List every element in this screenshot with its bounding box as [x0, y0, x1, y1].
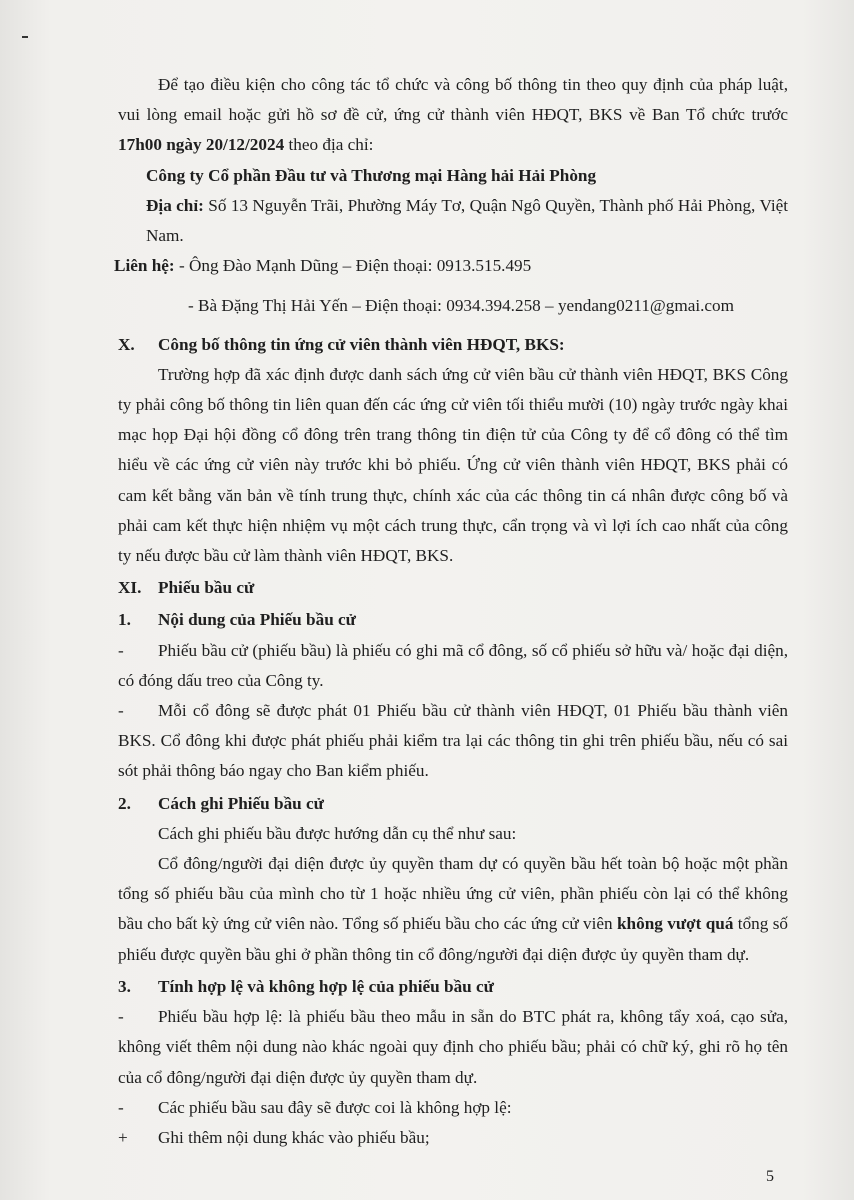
list-item-text: Phiếu bầu hợp lệ: là phiếu bầu theo mẫu in sẵn do BTC phát ra, không tẩy xoá, cạo sửa, không viết thêm nội dung nào khác ngoài quy định cho phiếu bầu; phải có chữ ký, ghi rõ họ tên của cổ đông/người đại diện được ủy quyền tham dự. — [118, 1007, 788, 1087]
contact-label: Liên hệ: — [114, 256, 175, 276]
bullet-marker: - — [118, 640, 124, 660]
subsection-1-heading — [118, 605, 788, 635]
subsection-2-intro: Cách ghi phiếu bầu được hướng dẫn cụ thể như sau: — [158, 823, 517, 843]
subsection-1-number: 1. — [118, 610, 131, 630]
subsection-3-title: Tính hợp lệ và không hợp lệ của phiếu bầu cử — [158, 976, 494, 996]
address-value: Số 13 Nguyễn Trãi, Phường Máy Tơ, Quận Ngô Quyền, Thành phố Hải Phòng, Việt Nam. — [146, 195, 789, 246]
subsection-2-title: Cách ghi Phiếu bầu cử — [158, 793, 324, 813]
section-x-body: Trường hợp đã xác định được danh sách ứng cử viên bầu cử thành viên HĐQT, BKS Công ty phải công bố thông tin liên quan đến các ứng cử viên tối thiểu mười (10) ngày trước ngày khai mạc họp Đại hội đồng cổ đông trên trang thông tin điện tử của Công ty để cổ đông có thể tìm hiểu về các ứng cử viên này trước khi bỏ phiếu. Ứng cử viên thành viên HĐQT, BKS phải có cam kết bằng văn bản về tính trung thực, chính xác của các thông tin cá nhân được công bố và phải cam kết thực hiện nhiệm vụ một cách trung thực, cẩn trọng và vì lợi ích cao nhất của công ty nếu được bầu cử làm thành viên HĐQT, BKS. — [118, 364, 788, 566]
intro-text-b: theo địa chỉ: — [284, 135, 374, 155]
list-item — [118, 636, 788, 696]
subsection-2-text-a: Cổ đông/người đại diện được ủy quyền tham dự có quyền bầu hết toàn bộ hoặc một phần tổng số phiếu bầu của mình cho từ 1 hoặc nhiều ứng cử viên, phần phiếu còn lại có thể không bầu cho bất kỳ ứng cử viên nào. Tổng số phiếu bầu cho các ứng cử viên — [118, 854, 788, 934]
subsection-3-number: 3. — [118, 976, 131, 996]
list-item — [118, 1002, 788, 1093]
contact-line-2: - Bà Đặng Thị Hải Yến – Điện thoại: 0934.394.258 – yendang0211@gmai.com — [188, 296, 734, 316]
intro-text-a: Để tạo điều kiện cho công tác tổ chức và công bố thông tin theo quy định của pháp luật, vui lòng email hoặc gửi hồ sơ đề cử, ứng cử thành viên HĐQT, BKS về Ban Tổ chức trước — [118, 75, 788, 125]
section-x-heading — [118, 330, 788, 360]
scan-mark — [22, 36, 28, 38]
bullet-marker: - — [118, 1007, 124, 1027]
list-item — [118, 1123, 788, 1153]
subsection-2-number: 2. — [118, 793, 131, 813]
list-item-text: Các phiếu bầu sau đây sẽ được coi là không hợp lệ: — [158, 1097, 512, 1117]
subsection-2-body — [118, 849, 788, 970]
list-item-text: Mỗi cổ đông sẽ được phát 01 Phiếu bầu cử thành viên HĐQT, 01 Phiếu bầu thành viên BKS. Cổ đông khi được phát phiếu phải kiểm tra lại các thông tin ghi trên phiếu bầu, nếu có sai sót phải thông báo ngay cho Ban kiểm phiếu. — [118, 701, 788, 781]
deadline-text: 17h00 ngày 20/12/2024 — [118, 135, 285, 155]
document-body — [114, 70, 789, 1153]
section-xi-title: Phiếu bầu cử — [158, 578, 255, 598]
section-x-number: X. — [118, 334, 135, 354]
contact-line-1 — [114, 251, 788, 281]
bullet-marker: + — [118, 1127, 128, 1147]
section-xi-heading — [118, 573, 788, 603]
subsection-2-heading — [118, 789, 788, 819]
list-item — [118, 696, 788, 787]
address-label: Địa chỉ: — [146, 195, 204, 215]
subsection-2-text-b: tổng số phiếu được quyền bầu ghi ở phần thông tin cổ đông/người đại diện được ủy quyền tham dự. — [118, 914, 788, 964]
emphasis-text: không vượt quá — [617, 914, 734, 934]
list-item-text: Ghi thêm nội dung khác vào phiếu bầu; — [158, 1127, 430, 1147]
company-name: Công ty Cổ phần Đầu tư và Thương mại Hàng hải Hải Phòng — [146, 165, 597, 185]
bullet-marker: - — [118, 1097, 124, 1117]
section-xi-number: XI. — [118, 578, 142, 598]
page-number: 5 — [766, 1168, 774, 1185]
intro-paragraph — [118, 70, 788, 161]
subsection-3-heading — [118, 972, 788, 1002]
address-paragraph — [118, 191, 788, 251]
list-item — [118, 1093, 788, 1123]
subsection-1-title: Nội dung của Phiếu bầu cử — [158, 610, 356, 630]
contact-1: - Ông Đào Mạnh Dũng – Điện thoại: 0913.515.495 — [174, 256, 532, 276]
bullet-marker: - — [118, 701, 124, 721]
section-x-title: Công bố thông tin ứng cử viên thành viên HĐQT, BKS: — [158, 334, 565, 354]
list-item-text: Phiếu bầu cử (phiếu bầu) là phiếu có ghi mã cổ đông, số cổ phiếu sở hữu và/ hoặc đại diện, có đóng dấu treo của Công ty. — [118, 640, 788, 690]
